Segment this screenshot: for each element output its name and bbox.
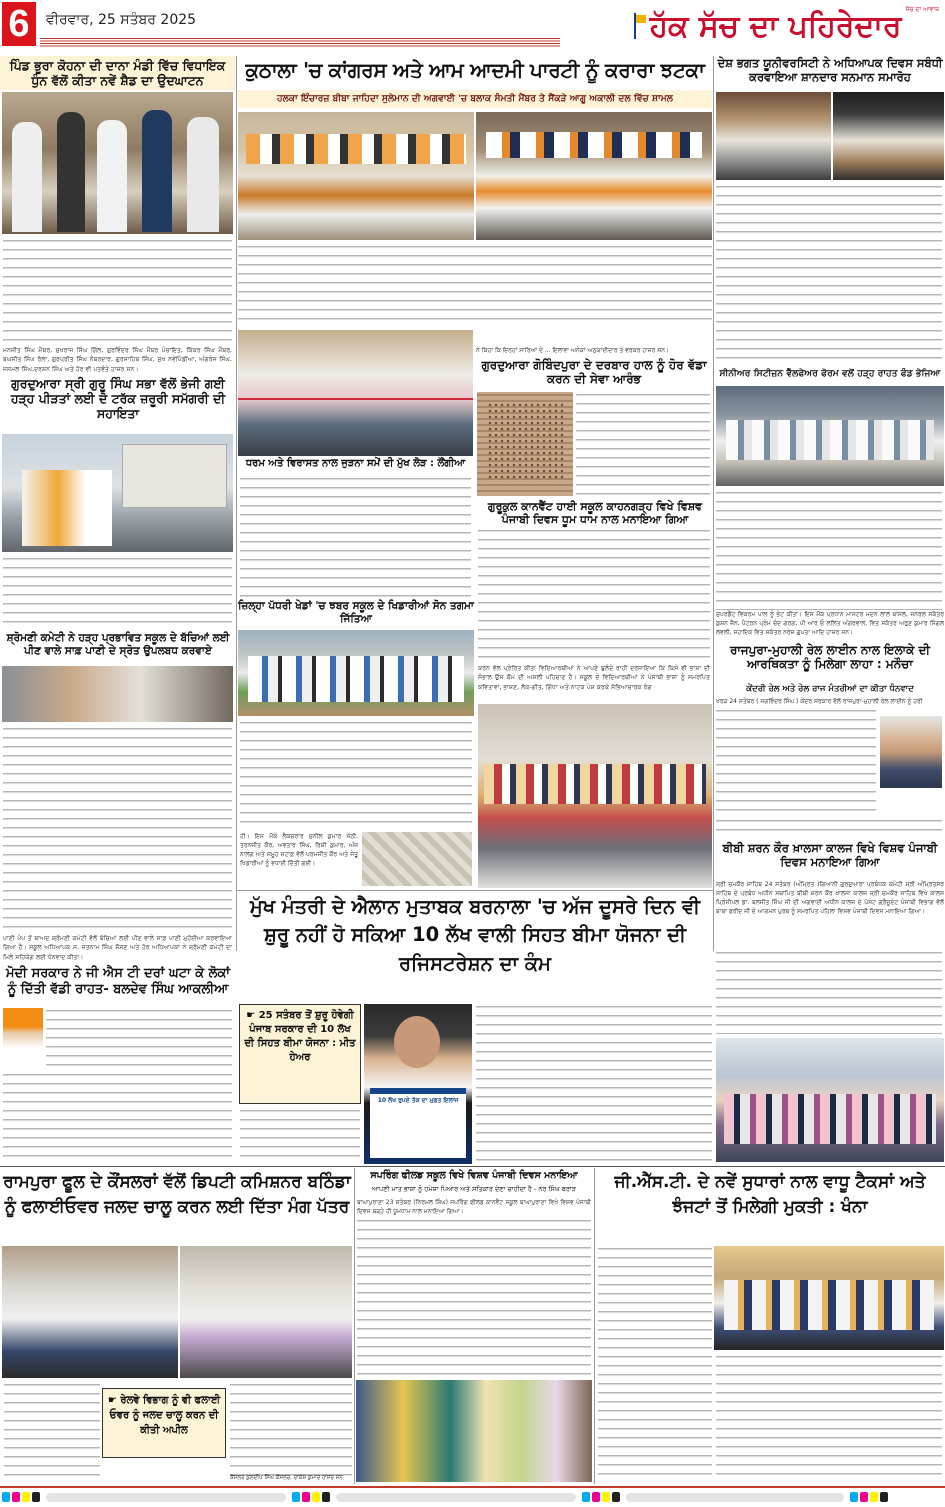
article-a11-headline: ਰਾਜਪੁਰਾ-ਮੁਹਾਲੀ ਰੇਲ ਲਾਈਨ ਨਾਲ ਇਲਾਕੇ ਦੀ ਆਰਥਿਕਤਾ ਨੂੰ ਮਿਲੇਗਾ ਲਾਹਾ : ਮਨੌਚਾ [729,643,931,672]
article-a1-tail: ਮਨਜੀਤ ਸਿੰਘ ਮੈਂਬਰ, ਸੁਖਰਾਜ ਸਿੰਘ ਗਿੱਲ, ਗੁਰਵਿੰਦਰ ਸਿੰਘ ਮੈਂਬਰ ਪੰਚਾਇਤ, ਕਿੱਕਰ ਸਿੰਘ ਮੈਂਬਰ, ਬਘਜੀਤ ਸਿੰਘ ਰੱਲਾ, ਗੁਰਪ੍ਰੀਤ ਸਿੰਘ ਨੰਬਰਦਾਰ, ਗੁਰਸਾਹਿਬ ਸਿੰਘ, ਸੁਖ ਨਵੇਂਪਿੰਡੀਆ, ਅੰਗਰੇਜ ਸਿੰਘ, ਜਸਮਲ ਸਿੰਘ,ਦਰਸ਼ਨ ਸਿੰਘ ਅਤੇ ਹੋਰ ਵੀ ਪਤਵੰਤੇ ਹਾਜ਼ਰ ਸਨ। [3,347,232,373]
article-b3-headline: ਜੀ.ਐੱਸ.ਟੀ. ਦੇ ਨਵੇਂ ਸੁਧਾਰਾਂ ਨਾਲ ਵਾਧੂ ਟੈਕਸਾਂ ਅਤੇ ਝੰਜਟਾਂ ਤੋਂ ਮਿਲੇਗੀ ਮੁਕਤੀ : ਖੰਨਾ [614,1172,926,1217]
article-a6-body [240,476,471,598]
flag-icon [634,13,646,39]
banner-callout-box [239,1004,361,1104]
column-divider [594,1168,595,1484]
article-a7-headline: ਗੁਰਦੁਆਰਾ ਗੋਬਿੰਦਪੁਰਾ ਦੇ ਦਰਬਾਰ ਹਾਲ ਨੂੰ ਹੋਰ ਵੱਡਾ ਕਰਨ ਦੀ ਸੇਵਾ ਆਰੰਭ [481,358,707,387]
banner-body-1 [240,1108,360,1164]
article-a6-headline: ਧਰਮ ਅਤੇ ਵਿਰਾਸਤ ਨਾਲ ਜੁੜਨਾ ਸਮੇਂ ਦੀ ਮੁੱਖ ਲੋੜ : ਲੌਂਗੀਆ [245,458,466,469]
article-b1-tail: ਕੌਂਸਲਰ ਕੁਲਦੀਪ ਸਿੰਘ ਕੌਂਸਲਰ, ਰਾਕੇਸ਼ ਕੁਮਾਰ ਹਾਜ਼ਰ ਸਨ [230,1475,343,1481]
crowd-shape [246,134,466,164]
masthead [0,0,945,52]
article-b1-callout-box [102,1388,226,1458]
section-divider [0,1166,945,1167]
author-portrait [880,716,942,788]
magenta-mark [860,1492,868,1502]
column-divider [236,56,237,951]
person-figure [187,117,219,232]
article-a3-headline: ਸ਼੍ਰੋਮਣੀ ਕਮੇਟੀ ਨੇ ਹੜ੍ਹ ਪ੍ਰਭਾਵਿਤ ਸਕੂਲ ਦੇ ਬੱਚਿਆਂ ਲਈ ਪੀਣ ਵਾਲੇ ਸਾਫ਼ ਪਾਣੀ ਦੇ ਸ੍ਰੋਤ ਉਪਲਬਧ ਕਰਵਾਏ [6,632,230,657]
article-a5-photo-1 [716,92,831,180]
article-b1-callout: ☛ ਰੇਲਵੇ ਵਿਭਾਗ ਨੂੰ ਵੀ ਫਲਾਈ ਓਵਰ ਨੂੰ ਜਲਦ ਚਾਲੂ ਕਰਨ ਦੀ ਕੀਤੀ ਅਪੀਲ [107,1395,221,1436]
lattice-wall [487,402,563,482]
black-mark [32,1492,40,1502]
cyan-mark [2,1492,10,1502]
article-b2-subhead: ਆਪਣੀ ਮਾਤ ਭਾਸ਼ਾ ਨੂੰ ਹਮੇਸ਼ਾ ਪਿਆਰ ਅਤੇ ਸਤਿਕਾਰ ਦੇਣਾ ਚਾਹੀਦਾ ਹੈ - ਨਰ ਸਿੰਘ ਬਰਾੜ [371,1185,577,1193]
banner-body-2 [476,1004,712,1164]
article-b2-lede: ਬਾਘਾਪੁਰਾਣਾ 23 ਸਤੰਬਰ (ਨਿਰਮਲ ਸਿੰਘ) ਸਪਰਿੰਗ ਫੀਲਡ ਕਾਨਵੈਂਟ ਸਕੂਲ ਬਾਘਾਪੁਰਾਣਾ ਵਿਖੇ ਵਿਸ਼ਵ ਪੰਜਾਬੀ ਦਿਵਸ ਬੜ੍ਹੇ ਹੀ ਧੂਮਧਾਮ ਨਾਲ ਮਨਾਇਆ ਗਿਆ। [357,1199,591,1215]
article-a3-photo [2,666,233,722]
yellow-mark [22,1492,30,1502]
page-number: 6 [2,2,36,46]
article-a9-lede: ਕਰਨ ਵੱਲ ਪ੍ਰੇਰਿਤ ਕੀਤਾ ਵਿਦਿਆਰਥੀਆਂ ਨੇ ਆਪਣੇ ਬੁਲੰਦੇ ਰਾਹੀਂ ਦਰਸਾਇਆ ਕਿ ਕਿਸੇ ਵੀ ਭਾਸ਼ਾ ਦੀ ਸੰਭਾਲ ਉਸ ਕੌਮ ਦੀ ਅਸਲੀ ਪਹਿਚਾਣ ਹੈ। ਸਕੂਲ ਦੇ ਵਿਦਿਆਰਥੀਆਂ ਨੇ ਪੰਜਾਬੀ ਭਾਸ਼ਾ ਨੂੰ ਸਮਰਪਿਤ ਕਵਿਤਾਵਾਂ, ਭਾਸ਼ਣ, ਲੋਕ-ਗੀਤ, ਗਿੱਧਾ ਅਤੇ ਨਾਟਕ ਪੇਸ਼ ਕਰਕੇ ਸੱਭਿਆਚਾਰਕ ਰੰਗ [478,665,710,691]
article-a13-caption: ਹੀ। ਇਸ ਮੌਕੇ ਲੈਕਚਰਾਰ ਸੁਨੀਲ ਕੁਮਾਰ ਸੇਠੀ, ਤਰਨਜੀਤ ਕੌਰ, ਅਵਤਾਰ ਸਿੰਘ, ਰਿਸ਼ੀ ਕੁਮਾਰ, ਅੰਜ ਨਾਲਗ ਅਤੇ ਸਮੂਹ ਸਟਾਫ਼ ਵੱਲੋਂ ਪਰਮਜੀਤ ਕੌਰ ਅਤੇ ਜੇਤੂ ਖਿਡਾਰੀਆਂ ਨੂੰ ਵਧਾਈ ਦਿੱਤੀ ਗਈ। [240,833,358,867]
article-a3-tail: ਪਾਣੀ ਪੰਪ ਤੋਂ ਬਾਅਦ ਸ਼੍ਰੋਮਣੀ ਕਮੇਟੀ ਵੱਲੋਂ ਬੱਚਿਆਂ ਲਈ ਪੀਣ ਵਾਲੇ ਸਾਫ਼ ਪਾਣੀ ਮੁਹੱਈਆ ਕਰਵਾਇਆ ਗਿਆ ਹੈ। ਸਕੂਲ ਅਧਿਆਪਕ ਸ. ਸਤਨਾਮ ਸਿੰਘ ਜੌਸਣ ਅਤੇ ਹੋਰ ਅਧਿਆਪਕਾਂ ਨੇ ਸ਼੍ਰੋਮਣੀ ਕਮੇਟੀ ਦਾ ਮਿਲੇ ਸਹਿਯੋਗ ਲਈ ਧੰਨਵਾਦ ਕੀਤਾ। [3,935,232,961]
person-figure [142,110,172,232]
lead-headline: ਕੁਠਾਲਾ 'ਚ ਕਾਂਗਰਸ ਅਤੇ ਆਮ ਆਦਮੀ ਪਾਰਟੀ ਨੂੰ ਕਰਾਰਾ ਝਟਕਾ [245,58,705,82]
yellow-mark [602,1492,610,1502]
cmyk-registration-marks [850,1492,888,1502]
black-mark [880,1492,888,1502]
article-a2-headline: ਗੁਰਦੁਆਰਾ ਸ੍ਰੀ ਗੁਰੂ ਸਿੰਘ ਸਭਾ ਵੱਲੋਂ ਭੇਜੀ ਗਈ ਹੜ੍ਹ ਪੀੜਤਾਂ ਲਈ ਦੋ ਟਰੱਕ ਜ਼ਰੂਰੀ ਸਮੱਗਰੀ ਦੀ ਸਹਾਇਤਾ [10,376,226,421]
article-a8-tail: ਸੁਪਰਡੈਂਟ ਵਿਕਰਮ ਪਾਲ ਨੂੰ ਭੇਟ ਕੀਤਾ। ਇਸ ਮੌਕ ਪ੍ਰਧਾਨ ਮਾਸਟਰ ਮਦਨ ਲਾਲ ਬਾਂਸਲ, ਜਨਰਲ ਸਕੱਤਰ ਕੁਸ਼ਨ ਜੈਨ, ਪੈਟਰਨ ਪ੍ਰੇਮ ਚੰਦ ਗਰਗ, ਪੀ ਆਰ ਓ ਲਲਿਤ ਅੰਗਰਵਾਲ, ਵਿਤ ਸਕੱਤਰ ਅਰੁਣ ਕੁਮਾਰ ਸਿੰਗਲ ਲਵਲੀ, ਸਹਾਇਕ ਵਿਤ ਸਕੱਤਰ ਨਰੇਸ਼ ਗੁਪਤਾ ਆਦਿ ਹਾਜ਼ਰ ਸਨ। [716,611,944,636]
logo-tagline: ਸੱਚ ਦਾ ਆਵਾਜ਼ [905,6,939,13]
article-a12-body [716,950,942,1034]
article-a9-photo [478,704,712,888]
person-figure [12,122,42,232]
article-a4-headline: ਮੋਦੀ ਸਰਕਾਰ ਨੇ ਜੀ ਐਸ ਟੀ ਦਰਾਂ ਘਟਾ ਕੇ ਲੋਕਾਂ ਨੂੰ ਦਿੱਤੀ ਵੱਡੀ ਰਾਹਤ- ਬਲਦੇਵ ਸਿੰਘ ਆਕਲੀਆ [5,966,230,997]
article-a13-photo [362,832,472,886]
article-b1-body-2 [230,1382,352,1476]
person-figure [97,120,127,232]
article-b1-body-1 [4,1382,100,1478]
article-a4-body-2 [3,1072,232,1162]
author-portrait [3,1008,43,1070]
article-b1-headline: ਰਾਮਪੁਰਾ ਫੂਲ ਦੇ ਕੌਂਸਲਰਾਂ ਵੱਲੋਂ ਡਿਪਟੀ ਕਮਿਸ਼ਨਰ ਬਠਿੰਡਾ ਨੂੰ ਫਲਾਈਓਵਰ ਜਲਦ ਚਾਲੂ ਕਰਨ ਲਈ ਦਿੱਤਾ ਮੰਗ ਪੱਤਰ [3,1172,351,1217]
article-a5-photo-2 [833,92,944,180]
article-a8-headline: ਸੀਨੀਅਰ ਸਿਟੀਜ਼ਨ ਵੈੱਲਫੇਅਰ ਫੋਰਮ ਵਲੋਂ ਹੜ੍ਹ ਰਾਹਤ ਫੰਡ ਭੇਜਿਆ [719,368,941,379]
article-a5-headline: ਦੇਸ਼ ਭਗਤ ਯੂਨੀਵਰਸਿਟੀ ਨੇ ਅਧਿਆਪਕ ਦਿਵਸ ਸਬੰਧੀ ਕਰਵਾਇਆ ਸ਼ਾਨਦਾਰ ਸਨਮਾਨ ਸਮਾਰੋਹ [717,56,943,84]
article-a10-headline: ਜ਼ਿਲ੍ਹਾ ਪੱਧਰੀ ਖੇਡਾਂ 'ਚ ਝਬਰ ਸਕੂਲ ਦੇ ਖਿਡਾਰੀਆਂ ਸੋਨ ਤਗਮਾ ਜਿੱਤਿਆ [238,600,474,625]
article-a12-photo [716,1038,944,1162]
banner-headline: ਮੁੱਖ ਮੰਤਰੀ ਦੇ ਐਲਾਨ ਮੁਤਾਬਕ ਬਰਨਾਲਾ 'ਚ ਅੱਜ ਦੂਸਰੇ ਦਿਨ ਵੀ ਸ਼ੁਰੂ ਨਹੀਂ ਹੋ ਸਕਿਆ 10 ਲੱਖ ਵਾਲੀ ਸਿਹਤ ਬੀਮਾ ਯੋਜਨਾ ਦੀ ਰਜਿਸਟਰੇਸ਼ਨ ਦਾ ਕੰਮ [249,895,701,975]
cyan-mark [582,1492,590,1502]
students-row [484,764,706,804]
ribbon [238,398,473,400]
article-a7-body [576,392,710,496]
article-a12-headline: ਬੀਬੀ ਸ਼ਰਨ ਕੌਰ ਖ਼ਾਲਸਾ ਕਾਲਜ ਵਿਖੇ ਵਿਸ਼ਵ ਪੰਜਾਬੀ ਦਿਵਸ ਮਨਾਇਆ ਗਿਆ [722,841,938,869]
article-a11-body-2 [716,818,942,838]
registration-bar [336,1493,576,1502]
article-b2-photo [356,1380,592,1482]
article-a11-lede: ਖਰੜ 24 ਸਤੰਬਰ ( ਜਗਵਿੰਦਰ ਸਿੰਘ ) ਕੇਂਦਰ ਸਰਕਾਰ ਵੱਲੋਂ ਰਾਜਪੁਰਾ-ਮੁਹਾਲੀ ਰੇਲ ਲਾਈਨ ਨੂੰ ਹਰੀ [716,698,923,705]
group-row [726,420,934,460]
scheme-poster [370,1088,466,1158]
registration-bar [46,1493,286,1502]
article-a11-body [716,708,876,818]
article-b3-photo [714,1246,944,1350]
issue-date: ਵੀਰਵਾਰ, 25 ਸਤੰਬਰ 2025 [46,12,197,28]
cyan-mark [850,1492,858,1502]
article-a1-body [3,238,232,346]
lead-body [238,244,712,326]
panel-row [724,1280,934,1330]
portrait-face [394,1016,440,1068]
cmyk-registration-marks [582,1492,620,1502]
article-a12-lede: ਸ੍ਰੀ ਚਮਕੌਰ ਸਾਹਿਬ 24 ਸਤੰਬਰ (ਅੰਮ੍ਰਿਤ )ਗਿਆਨੀ ਗੁਰਦੁਆਰਾ ਪ੍ਰਬੰਧਕ ਕਮੇਟੀ ਸ੍ਰੀ ਅੰਮ੍ਰਿਤਸਰ ਸਾਹਿਬ ਦੇ ਪ੍ਰਬੰਧ ਅਧੀਨ ਸਥਾਪਿਤ ਬੀਬੀ ਸ਼ਰਨ ਕੌਰ ਖ਼ਾਲਸਾ ਕਾਲਜ ਸ੍ਰੀ ਚਮਕੌਰ ਸਾਹਿਬ ਵਿਖੇ ਕਾਲਜ ਪ੍ਰਿੰਸੀਪਲ ਡਾ. ਬਲਜੀਤ ਸਿੰਘ ਜੀ ਦੀ ਅਗਵਾਈ ਅਧੀਨ ਕਾਲਜ ਦੇ ਪੋਸਟ ਗ੍ਰੈਜੂਏਟ ਪੰਜਾਬੀ ਵਿਭਾਗ ਵੱਲੋਂ ਬਾਬਾ ਫਰੀਦ ਜੀ ਦੇ ਆਗਮਨ ਪੁਰਬ ਨੂੰ ਸਮਰਪਿਤ ਪਹਿਲਾ ਵਿਸ਼ਵ ਪੰਜਾਬੀ ਦਿਵਸ ਮਨਾਇਆ ਗਿਆ। [716,881,944,915]
article-a1-headline-box [0,56,235,90]
audience-rows [724,1094,936,1144]
cyan-mark [292,1492,300,1502]
magenta-mark [302,1492,310,1502]
article-a8-body [716,490,942,610]
article-a10-body [240,720,472,830]
article-a2-photo [2,434,233,552]
footer-rule [0,1486,945,1488]
article-b3-body-1 [598,1246,712,1478]
registration-bar [626,1493,844,1502]
lead-subhead-box [238,90,712,108]
yellow-mark [870,1492,878,1502]
article-b2-headline: ਸਪਰਿੰਗ ਫੀਲਡ ਸਕੂਲ ਵਿਖੇ ਵਿਸ਼ਵ ਪੰਜਾਬੀ ਦਿਵਸ ਮਨਾਇਆ [370,1170,578,1181]
masthead-rule [40,38,560,48]
black-mark [322,1492,330,1502]
athletes-row [248,656,464,702]
article-b3-body-2 [716,1354,942,1478]
yellow-mark [312,1492,320,1502]
person-figure [57,112,85,232]
lead-photo-1 [238,112,474,240]
article-a8-photo [716,386,944,486]
article-a6-photo [238,330,473,456]
people-group [22,470,112,546]
article-headline: ਪਿੰਡ ਭੂਰਾ ਕੋਹਨਾ ਦੀ ਦਾਨਾ ਮੰਡੀ ਵਿੱਚ ਵਿਧਾਇਕ ਧੁੰਨ ਵੱਲੋਂ ਕੀਤਾ ਨਵੇਂ ਸ਼ੈਡ ਦਾ ਉਦਘਾਟਨ [9,58,226,88]
article-a9-headline: ਗੁਰੂਕੁਲ ਕਾਨਵੈਂਟ ਹਾਈ ਸਕੂਲ ਕਾਹਨਗੜ੍ਹ ਵਿਖੇ ਵਿਸ਼ਵ ਪੰਜਾਬੀ ਦਿਵਸ ਧੂਮ ਧਾਮ ਨਾਲ ਮਨਾਇਆ ਗਿਆ [487,500,703,527]
article-a11-subhead: ਕੇਂਦਰੀ ਰੇਲ ਅਤੇ ਰੇਲ ਰਾਜ ਮੰਤਰੀਆਂ ਦਾ ਕੀਤਾ ਧੰਨਵਾਦ [746,684,914,694]
column-divider [713,56,714,951]
cmyk-registration-marks [292,1492,330,1502]
article-a2-body [3,556,232,630]
article-a5-body [716,184,942,364]
article-a3-body [3,726,232,934]
article-a7-photo [477,392,573,496]
poster-text: 10 ਲੱਖ ਰੁਪਏ ਤੱਕ ਦਾ ਮੁਫ਼ਤ ਇਲਾਜ [377,1097,459,1104]
newspaper-logo [634,4,939,48]
article-a10-photo [238,630,474,716]
lead-photo-2 [476,112,712,240]
black-mark [612,1492,620,1502]
article-b2-body [357,1218,591,1378]
article-b1-photo-2 [180,1246,352,1378]
logo-text: ਹੱਕ ਸੱਚ ਦਾ ਪਹਿਰੇਦਾਰ [649,8,902,44]
magenta-mark [12,1492,20,1502]
crowd-shape [486,132,702,158]
article-a1-photo [2,92,233,234]
banner-photo [364,1004,472,1164]
article-a9-body [478,528,710,664]
truck-shape [122,444,227,508]
lead-subhead: ਹਲਕਾ ਇੰਚਾਰਜ਼ ਬੀਬਾ ਜਾਹਿਦਾ ਸੁਲੇਮਾਨ ਦੀ ਅਗਵਾਈ 'ਚ ਬਲਾਕ ਸੰਮਤੀ ਮੈਂਬਰ ਤੇ ਸੈਂਕੜੇ ਆਗੂ ਅਕਾਲੀ ਦਲ ਵਿੱਚ ਸ਼ਾਮਲ [277,93,673,104]
article-lead-tail: ਨੇ ਕਿਹਾ ਕਿ ਇਨ੍ਹਾਂ ਸਾਰਿਆਂ ਦੇ ... ਇਲਾਵਾ ਅਨੇਕਾਂ ਅਨੁਯਾਈਦਾਰ ਤੇ ਵਰਕਰ ਹਾਜ਼ਰ ਸਨ। [476,347,670,354]
magenta-mark [592,1492,600,1502]
banner-callout: ☛ 25 ਸਤੰਬਰ ਤੋਂ ਸ਼ੁਰੂ ਹੋਵੇਗੀ ਪੰਜਾਬ ਸਰਕਾਰ ਦੀ 10 ਲੱਖ ਦੀ ਸਿਹਤ ਬੀਮਾ ਯੋਜਨਾ : ਮੀਤ ਹੇਅਰ [244,1010,356,1063]
column-divider [354,1168,355,1484]
section-divider [236,890,714,891]
cmyk-registration-marks [2,1492,40,1502]
print-registration-strip [0,1490,945,1504]
article-a4-body [46,1008,232,1070]
article-b1-photo-1 [2,1246,178,1378]
